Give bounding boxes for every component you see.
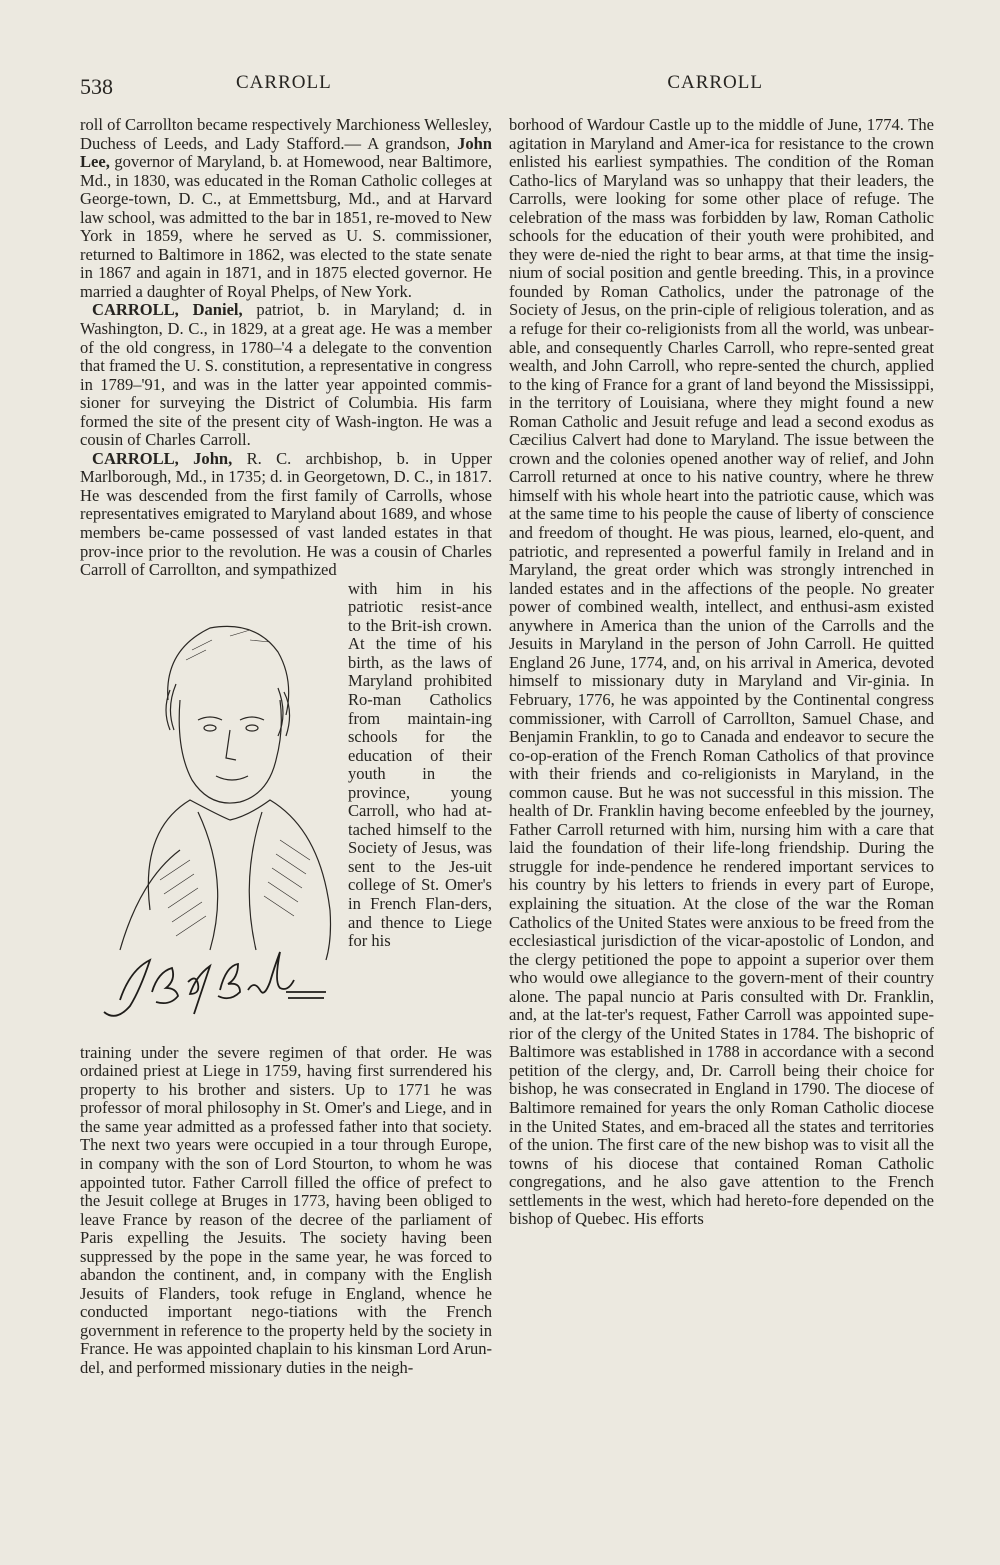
portrait-engraving [80,580,342,1044]
entry-john-carroll: CARROLL, John, R. C. archbishop, b. in Upper Marlborough, Md., in 1735; d. in Georgetown, D. C., in 1817. He was descended from the first family of Carrolls, whose representatives emigrated to Maryland about 1689, and whose members be-came possessed of vast landed estates in that prov-ince prior to the revolution. He was a cousin of Charles Carroll of Carrollton, and sympathized [80,448,492,580]
header-left-title: CARROLL [236,72,332,93]
portrait-wrap-text: with him in his patriotic resist-ance to the Brit-ish crown. At the time of his birth, as the laws of Maryland prohibited Ro-man Catholics from maintain-ing schools for the education of their youth in the province, young Carroll, who had at-tached himself to the Society of Jesus, was sent to the Jes-uit college of St. Omer's in French Flan-ders, and thence to Liege for his [348,578,492,951]
paragraph-john-continued: training under the severe regimen of that order. He was ordained priest at Liege in 1759, having first surrendered his property to his brother and sisters. Up to 1771 he was professor of moral philosophy in St. Omer's and Liege, and in the same year admitted as a professed father into that society. The next two years were occupied in a tour through Europe, in company with the son of Lord Stourton, to whom he was appointed tutor. Father Carroll filled the office of prefect to the Jesuit college at Bruges in 1773, having been obliged to leave France by reason of the decree of the parliament of Paris expelling the Jesuits. The society having been suppressed by the pope in the same year, he was forced to abandon the continent, and, in company with the English Jesuits of Flanders, took refuge in England, whence he conducted important nego-tiations with the French government in reference to the property held by the society in France. He was appointed chaplain to his kinsman Lord Arun-del, and performed missionary duties in the neigh- [80,1042,492,1377]
entry-name-john-lee: John Lee, [80,133,492,172]
signature-mark [104,952,326,1016]
page-number: 538 [80,74,113,99]
left-column [80,116,492,1378]
face-outline [179,700,281,803]
portrait-image [80,580,342,1040]
paragraph-carrolls-descendants: roll of Carrollton became respectively Marchioness Wellesley, Duchess of Leeds, and Lady Stafford.— A grandson, John Lee, governor of Maryland, b. at Homewood, near Baltimore, Md., in 1830, was educated in the Roman Catholic colleges at George-town, D. C., at Emmettsburg, Md., and at Harvard law school, was admitted to the bar in 1851, re-moved to New York in 1859, where he served as U. S. commissioner, returned to Baltimore in 1862, was elected to the state senate in 1867 and again in 1871, and in 1875 elected governor. He married a daughter of Royal Phelps, of New York. [80,115,492,301]
right-column [509,116,934,1229]
head-outline [168,626,289,715]
entry-heading-john: CARROLL, John, [92,448,233,468]
entry-daniel-carroll: CARROLL, Daniel, patriot, b. in Maryland; d. in Washington, D. C., in 1829, at a great age. He was a member of the old congress, in 1780–'4 a delegate to the convention that framed the U. S. constitution, a representative in congress in 1789–'91, and was in the latter year appointed commis-sioner for surveying the District of Columbia. His farm formed the site of the present city of Wash-ington. He was a cousin of Charles Carroll. [80,300,492,450]
header-right-title: CARROLL [667,72,763,93]
running-header [80,68,935,98]
paragraph-right-column: borhood of Wardour Castle up to the middle of June, 1774. The agitation in Maryland and Amer-ica for resistance to the crown enlisted his earliest sympathies. The condition of the Roman Catho-lics of Maryland was so unhappy that their leaders, the Carrolls, were looking for some other place of refuge. The celebration of the mass was forbidden by law, Roman Catholic schools for the education of their youth were prohibited, and they were de-nied the right to bear arms, at that time the insig-nium of social position and gentle breeding. This, in a province founded by Roman Catholics, under the patronage of the Society of Jesus, on the prin-ciple of religious toleration, and as a refuge for their co-religionists from all the world, was unbear-able, and consequently Charles Carroll, who repre-sented great wealth, and John Carroll, who repre-sented the church, applied to the king of France for a grant of land beyond the Mississippi, in the territory of Louisiana, where they might found a new Roman Catholic and Jesuit refuge and lead a second exodus as Cæcilius Calvert had done to Maryland. The issue between the crown and the colonies opened another way of relief, and John Carroll returned at once to his native country, where he threw himself with his whole heart into the patriotic cause, which was at the same time to his people the cause of liberty of conscience and freedom of thought. He was pious, learned, elo-quent, and patriotic, and represented a powerful family in Ireland and in Maryland, the great order which was strongly intrenched in landed estates and in the affections of the people. No greater power of combined wealth, intellect, and enthusi-asm existed anywhere in America than the union of the Carrolls and the Jesuits in Maryland in the person of John Carroll. He quitted England 26 June, 1774, and, on his arrival in America, devoted himself to missionary duty in Maryland and Vir-ginia. In February, 1776, he was appointed by the Continental congress commissioner, with Carroll of Carrollton, Samuel Chase, and Benjamin Franklin, to go to Canada and endeavor to secure the co-op-eration of the French Roman Catholics of that province with their friends and co-religionists in Maryland, in the common cause. But he was not successful in this mission. The health of Dr. Franklin having become enfeebled by the journey, Father Carroll returned with him, nursing him with a care that laid the foundation of their life-long friendship. During the struggle for inde-pendence he rendered important services to his country by his letters to friends in every part of Europe, explaining the situation. At the close of the war the Roman Catholics of the United States were anxious to be freed from the ecclesiastical jurisdiction of the vicar-apostolic of London, and the clergy petitioned the pope to appoint a superior over them who would owe allegiance to the govern-ment of their country alone. The papal nuncio at Paris consulted with Dr. Franklin, and, at the lat-ter's request, Father Carroll was appointed supe-rior of the clergy of the United States in 1784. The bishopric of Baltimore was established in 1788 in accordance with a second petition of the clergy, and, Dr. Carroll being their choice for bishop, he was consecrated in England in 1790. The diocese of Baltimore remained for years the only Roman Catholic diocese in the United States, and em-braced all the states and territories of the union. The first care of the new bishop was to visit all the towns of his diocese that contained Roman Catholic congregations, and he also gave attention to the French settlements in the west, which had hereto-fore depended on the bishop of Quebec. His efforts [509,115,934,1229]
entry-heading-daniel: CARROLL, Daniel, [92,300,243,320]
